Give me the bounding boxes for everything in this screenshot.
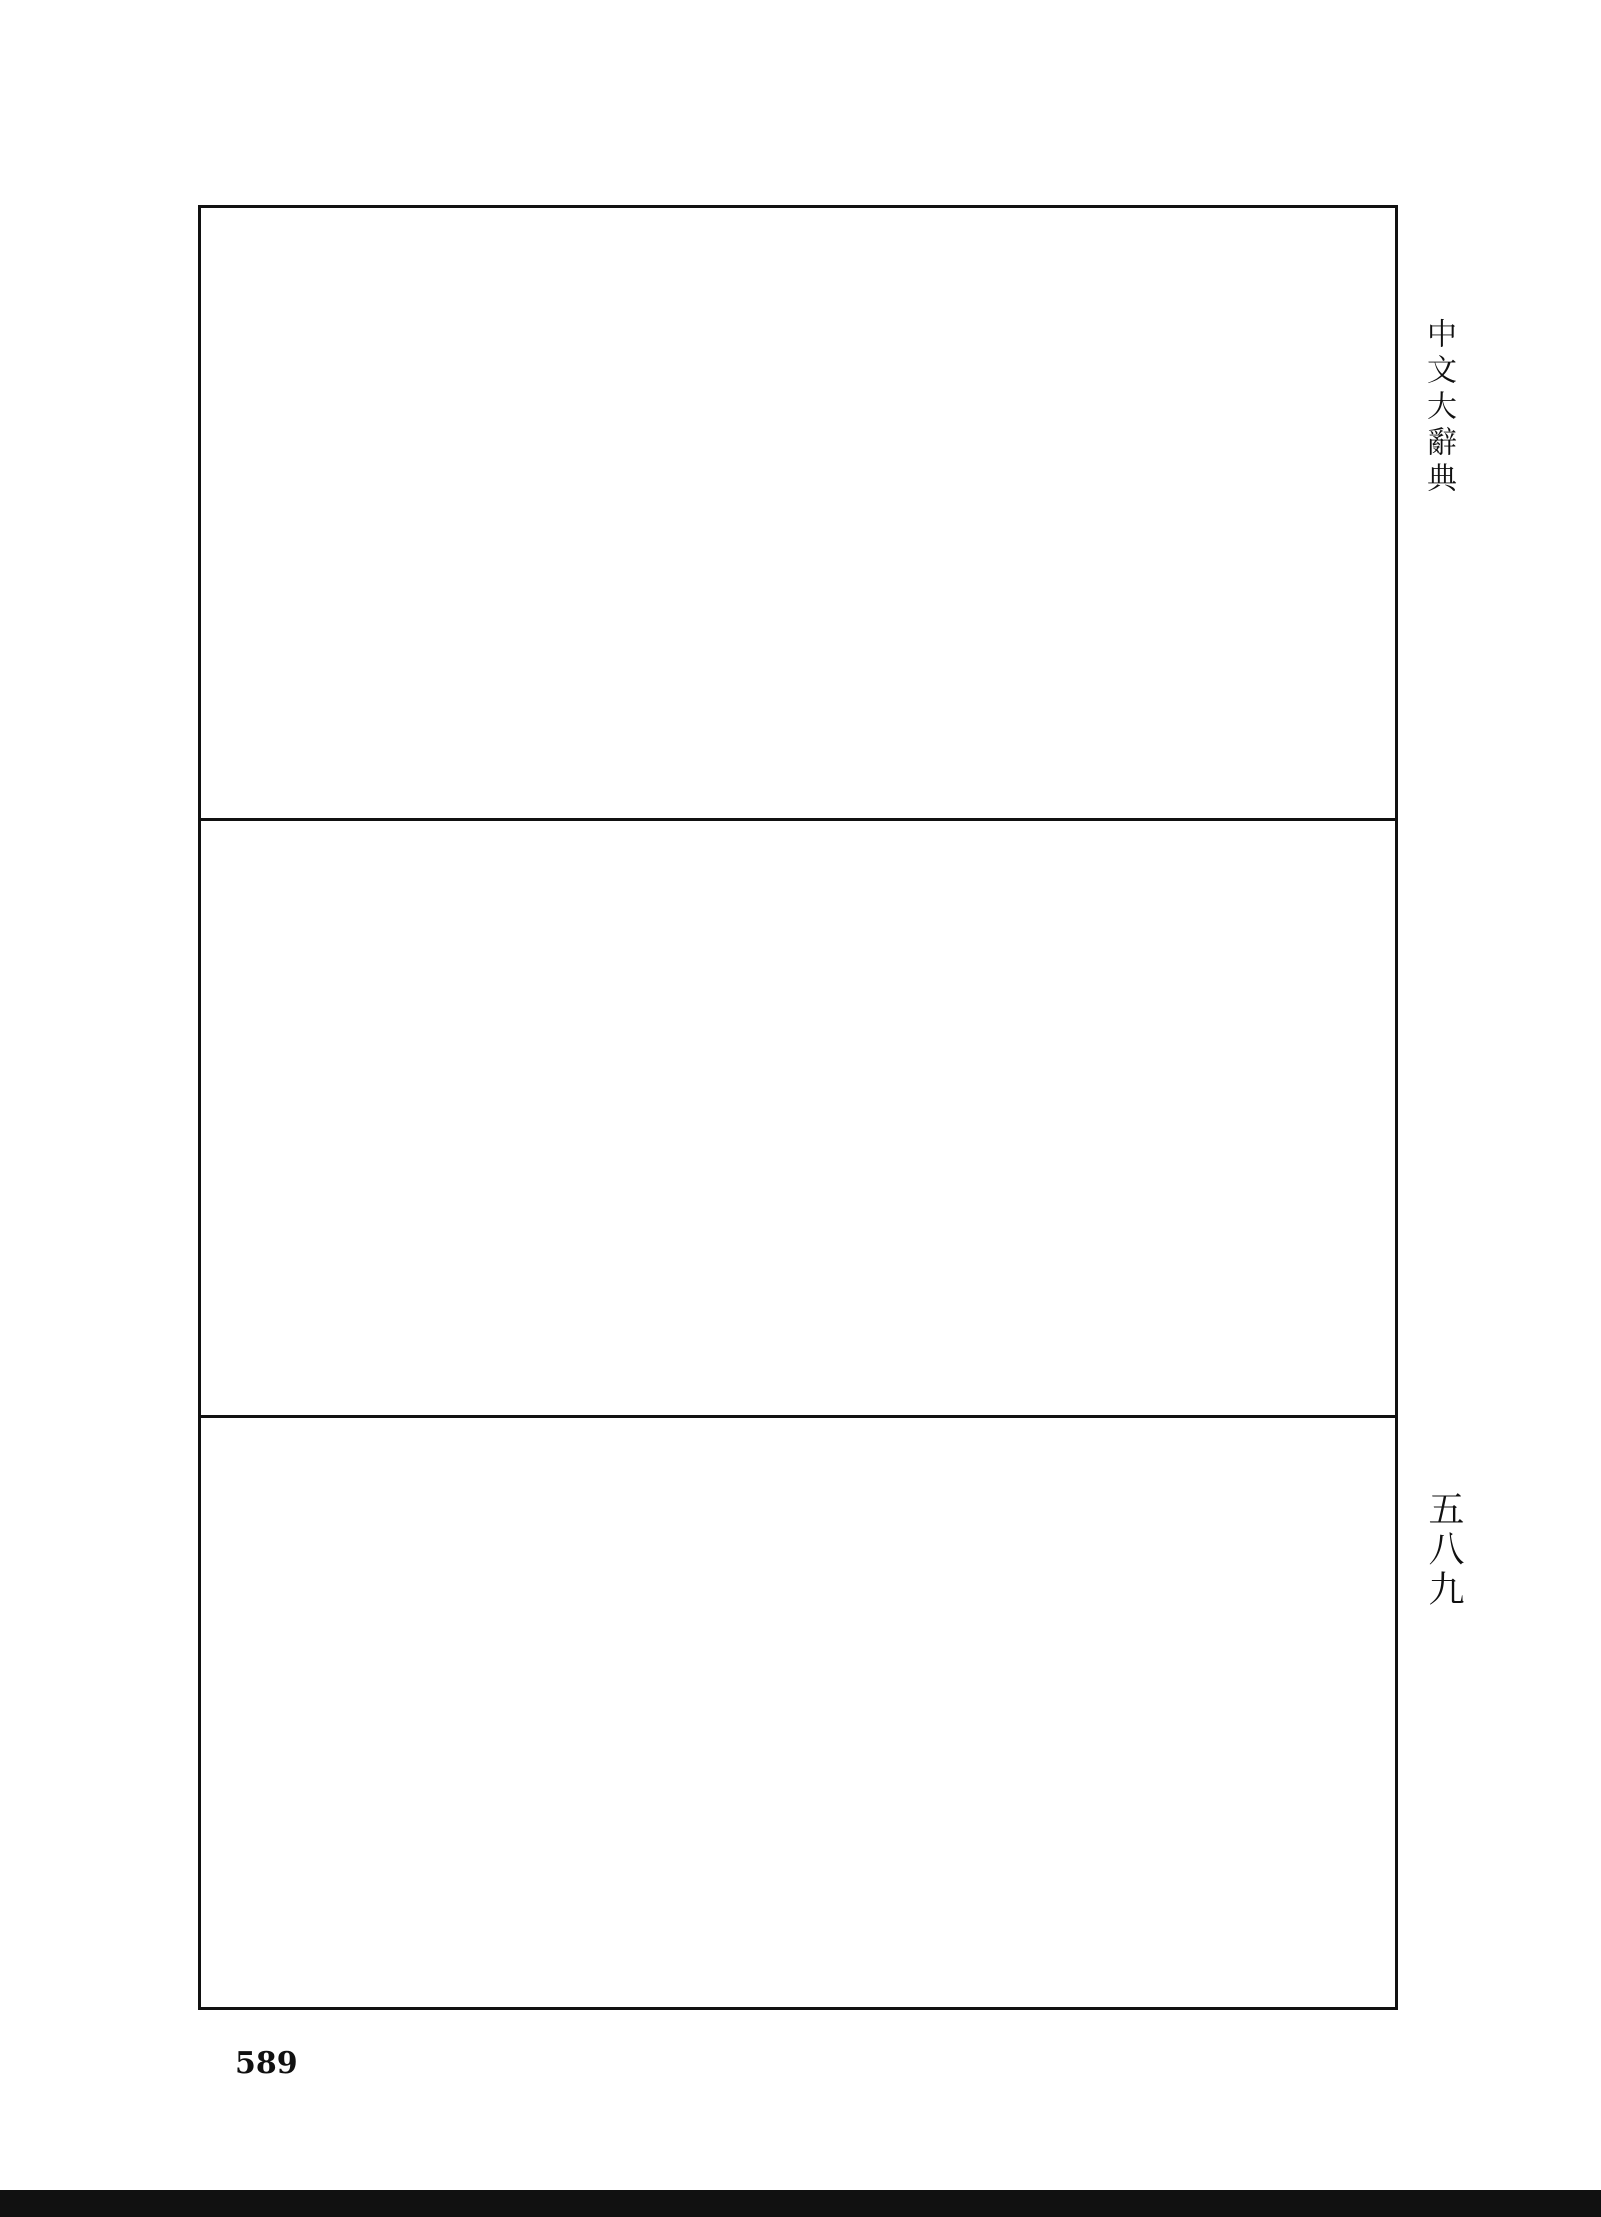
page-number: 589 — [235, 2046, 298, 2081]
scan-edge — [0, 2190, 1601, 2217]
page-frame — [198, 205, 1398, 2010]
running-title-page-number: 五八九 — [1423, 1490, 1464, 1610]
running-title: 中文大辭典 — [1421, 318, 1456, 498]
tier-divider — [198, 818, 1398, 821]
tier-divider — [198, 1415, 1398, 1418]
